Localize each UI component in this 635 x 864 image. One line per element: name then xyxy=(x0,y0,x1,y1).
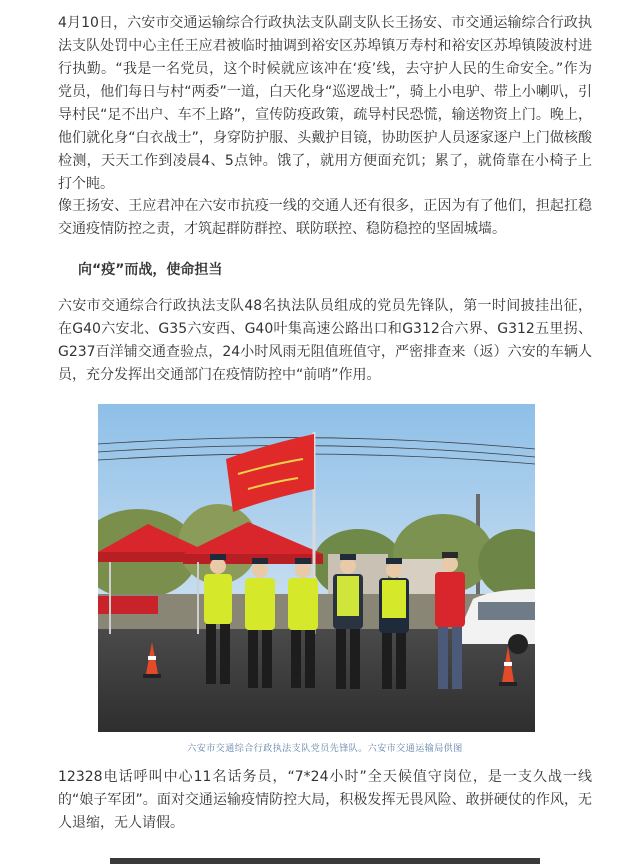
article-paragraph-2: 像王扬安、王应君冲在六安市抗疫一线的交通人还有很多，正因为有了他们，担起扛稳交通疫情防控之责，才筑起群防群控、联防联控、稳防稳控的坚固城墙。 xyxy=(58,198,592,237)
article-paragraph-1: 4月10日，六安市交通运输综合行政执法支队副支队长王扬安、市交通运输综合行政执法支队处罚中心主任王应君被临时抽调到裕安区苏埠镇万寿村和裕安区苏埠镇陵波村进行执勤。“我是一名党员，这个时候就应该冲在‘疫’线，去守护人民的生命安全。”作为党员，他们每日与村“两委”一道，白天化身“巡逻战士”，骑上小电驴、带上小喇叭，引导村民“足不出户、车不上路”，宣传防疫政策，疏导村民恐慌，输送物资上门。晚上，他们就化身“白衣战士”，身穿防护服、头戴护目镜，协助医护人员逐家逐户上门做核酸检测，天天工作到凌晨4、5点钟。饿了，就用方便面充饥；累了，就倚靠在小椅子上打个盹。 xyxy=(58,15,592,192)
road xyxy=(98,629,535,732)
article-paragraph-4: 12328电话呼叫中心11名话务员，“7*24小时”全天候值守岗位，是一支久战一线的“娘子军团”。面对交通运输疫情防控大局，积极发挥无畏风险、敢拼硬仗的作风，无人退缩，无人请假。 xyxy=(58,769,592,831)
photo-caption: 六安市交通综合行政执法支队党员先锋队。六安市交通运输局供图 xyxy=(187,744,463,754)
section-heading: 向“疫”而战，使命担当 xyxy=(78,262,223,278)
article-paragraph-3: 六安市交通综合行政执法支队48名执法队员组成的党员先锋队，第一时间披挂出征，在G40六安北、G35六安西、G40叶集高速公路出口和G312合六界、G312五里拐、G237百洋铺交通查验点，24小时风雨无阻值班值守，严密排查来（返）六安的车辆人员，充分发挥出交通部门在疫情防控中“前哨”作用。 xyxy=(58,298,592,383)
roadside-banner xyxy=(98,596,158,614)
party-vanguard-team-photo xyxy=(98,404,535,732)
next-image-edge xyxy=(110,858,540,864)
